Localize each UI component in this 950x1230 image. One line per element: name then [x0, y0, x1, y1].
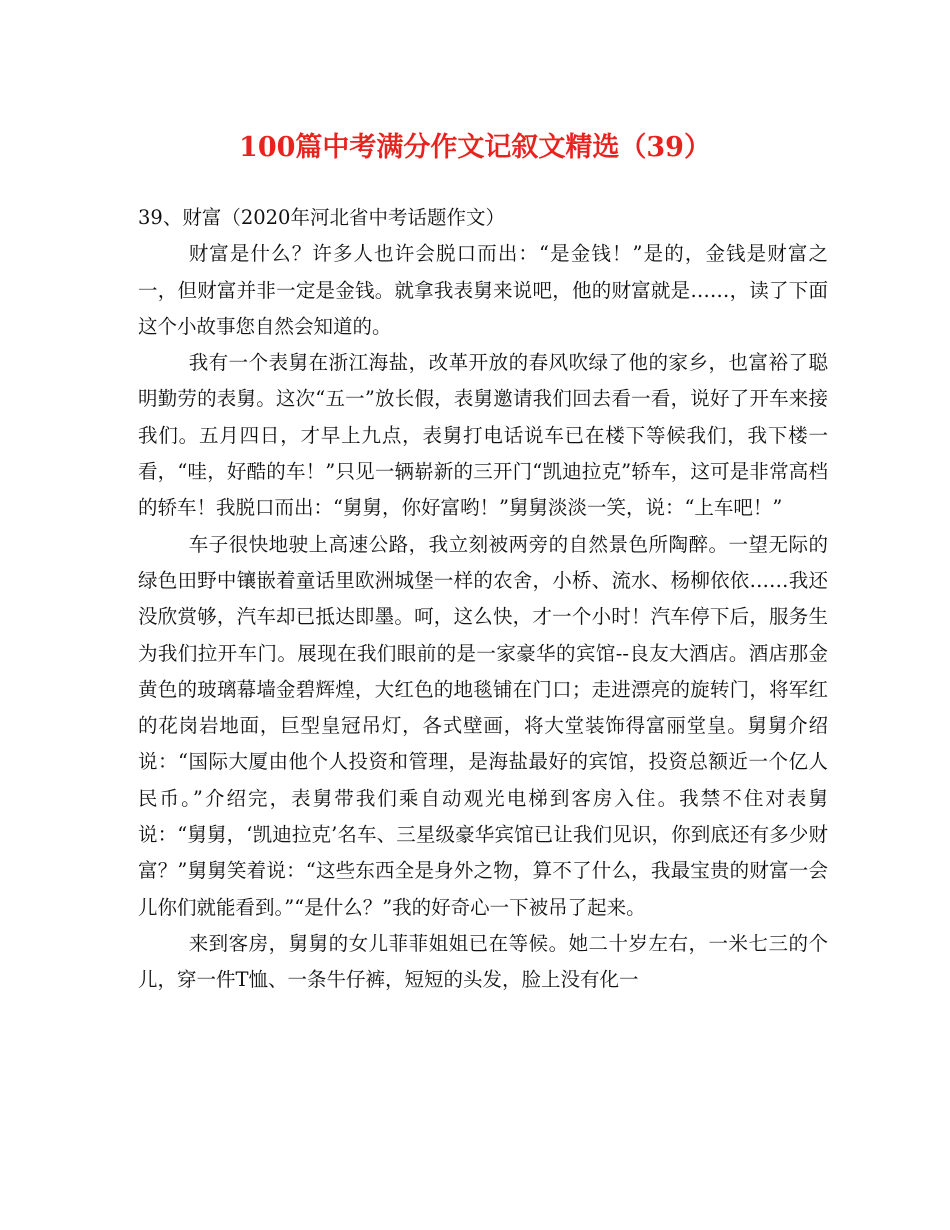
- document-title: 100篇中考满分作文记叙文精选（39）: [239, 132, 711, 163]
- paragraph-2: 我有一个表舅在浙江海盐，改革开放的春风吹绿了他的家乡，也富裕了聪明勤劳的表舅。这次“五一”放长假，表舅邀请我们回去看一看，说好了开车来接我们。五月四日，才早上九点，表舅打电话说车已在楼下等候我们，我下楼一看，“哇，好酷的车！”只见一辆崭新的三开门“凯迪拉克”轿车，这可是非常高档的轿车！我脱口而出：“舅舅，你好富哟！”舅舅淡淡一笑，说：“上车吧！”: [138, 351, 828, 520]
- document-body: [138, 200, 828, 999]
- paragraph-3: 车子很快地驶上高速公路，我立刻被两旁的自然景色所陶醉。一望无际的绿色田野中镶嵌着童话里欧洲城堡一样的农舍，小桥、流水、杨柳依依……我还没欣赏够，汽车却已抵达即墨。呵，这么快，才一个小时！汽车停下后，服务生为我们拉开车门。展现在我们眼前的是一家豪华的宾馆--良友大酒店。酒店那金黄色的玻璃幕墙金碧辉煌，大红色的地毯铺在门口；走进漂亮的旋转门，将军红的花岗岩地面，巨型皇冠吊灯，各式壁画，将大堂装饰得富丽堂皇。舅舅介绍说：“国际大厦由他个人投资和管理，是海盐最好的宾馆，投资总额近一个亿人民币。”介绍完，表舅带我们乘自动观光电梯到客房入住。我禁不住对表舅说：“舅舅，‘凯迪拉克’名车、三星级豪华宾馆已让我们见识，你到底还有多少财富？”舅舅笑着说：“这些东西全是身外之物，算不了什么，我最宝贵的财富一会儿你们就能看到。”“是什么？”我的好奇心一下被吊了起来。: [138, 532, 828, 919]
- essay-subtitle: 39、财富（2020年河北省中考话题作文）: [138, 206, 505, 229]
- paragraph-4: 来到客房，舅舅的女儿菲菲姐姐已在等候。她二十岁左右，一米七三的个儿，穿一件T恤、一条牛仔裤，短短的头发，脸上没有化一: [138, 931, 828, 992]
- paragraph-1: 财富是什么？许多人也许会脱口而出：“是金钱！”是的，金钱是财富之一，但财富并非一定是金钱。就拿我表舅来说吧，他的财富就是……，读了下面这个小故事您自然会知道的。: [138, 242, 828, 338]
